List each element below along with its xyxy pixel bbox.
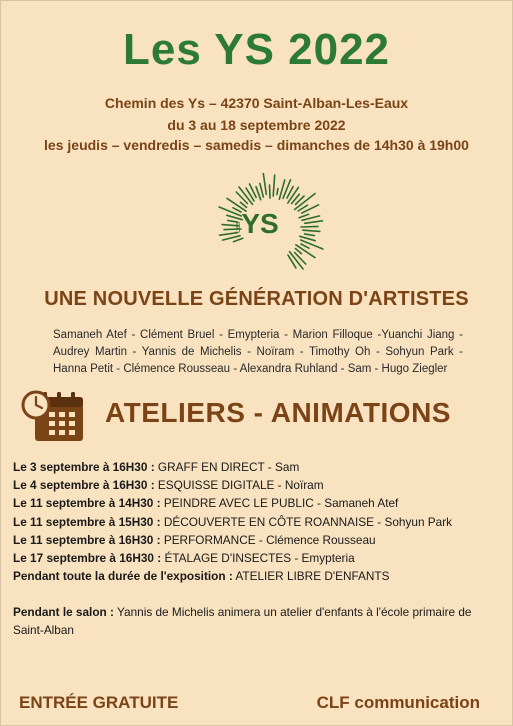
salon-note: [13, 603, 493, 639]
schedule-list: [13, 458, 503, 585]
sunburst-ray: [263, 173, 266, 194]
ys-logo: [216, 173, 326, 283]
sunburst-ray: [219, 207, 241, 216]
sunburst-ray: [277, 189, 278, 195]
sunburst-ray: [240, 202, 246, 207]
sunburst-ray: [305, 234, 315, 236]
schedule-item: Le 11 septembre à 15H30 : DÉCOUVERTE EN CÔTE ROANNAISE - Sohyun Park: [13, 514, 453, 529]
poster-title: Les YS 2022: [122, 25, 391, 74]
headline: UNE NOUVELLE GÉNÉRATION D'ARTISTES: [44, 288, 469, 310]
sunburst-ray: [236, 192, 247, 204]
sunburst-ray: [301, 244, 309, 248]
logo-text: YS: [241, 208, 279, 239]
sunburst-ray: [296, 249, 302, 254]
schedule-item: Le 17 septembre à 16H30 : ÉTALAGE D'INSECTES - Emypteria: [13, 551, 355, 566]
sunburst-ray: [295, 253, 306, 265]
schedule-item: Le 11 septembre à 14H30 : PEINDRE AVEC LE PUBLIC - Samaneh Atef: [13, 496, 399, 511]
artists-list: Samaneh Atef - Clément Bruel - Emypteria - Marion Filloque -Yuanchi Jiang - Audrey Martin - Yannis de Michelis - Noïram - Timothy Oh - Sohyun Park - Hanna Petit - Clémence Rousseau - Alexandra Ruhland - Sam - Hugo Ziegler: [53, 329, 463, 375]
schedule-item: Le 3 septembre à 16H30 : GRAFF EN DIRECT - Sam: [13, 460, 300, 474]
salon-text: Yannis de Michelis animera un atelier d'enfants à l'école primaire de Saint-Alban: [13, 605, 472, 637]
sunburst-ray: [302, 205, 319, 213]
sunburst-ray: [299, 214, 308, 217]
salon-label: Pendant le salon :: [13, 605, 114, 619]
sunburst-ray: [270, 185, 271, 198]
calendar-clock-icon: [21, 389, 85, 445]
schedule-item: Pendant toute la durée de l'exposition : ATELIER LIBRE D'ENFANTS: [13, 569, 390, 584]
sunburst-ray: [305, 221, 323, 224]
free-entry: ENTRÉE GRATUITE: [19, 693, 179, 712]
sunburst-ray: [273, 175, 275, 196]
sunburst-ray: [303, 230, 320, 231]
dates: du 3 au 18 septembre 2022: [167, 117, 346, 133]
schedule-item: Le 4 septembre à 16H30 : ESQUISSE DIGITALE - Noïram: [13, 478, 324, 493]
sunburst-ray: [260, 183, 263, 197]
sunburst-ray: [233, 208, 241, 212]
ateliers-title: ATELIERS - ANIMATIONS: [105, 397, 451, 428]
logo-small-text: Les: [235, 221, 242, 233]
sunburst-ray: [301, 240, 323, 249]
credit: CLF communication: [316, 693, 480, 712]
schedule-item: Le 11 septembre à 16H30 : PERFORMANCE - Clémence Rousseau: [13, 532, 376, 547]
sunburst-ray: [301, 226, 318, 227]
opening-hours: les jeudis – vendredis – samedis – dimanches de 14h30 à 19h00: [44, 137, 469, 153]
address: Chemin des Ys – 42370 Saint-Alban-Les-Eaux: [104, 95, 409, 111]
